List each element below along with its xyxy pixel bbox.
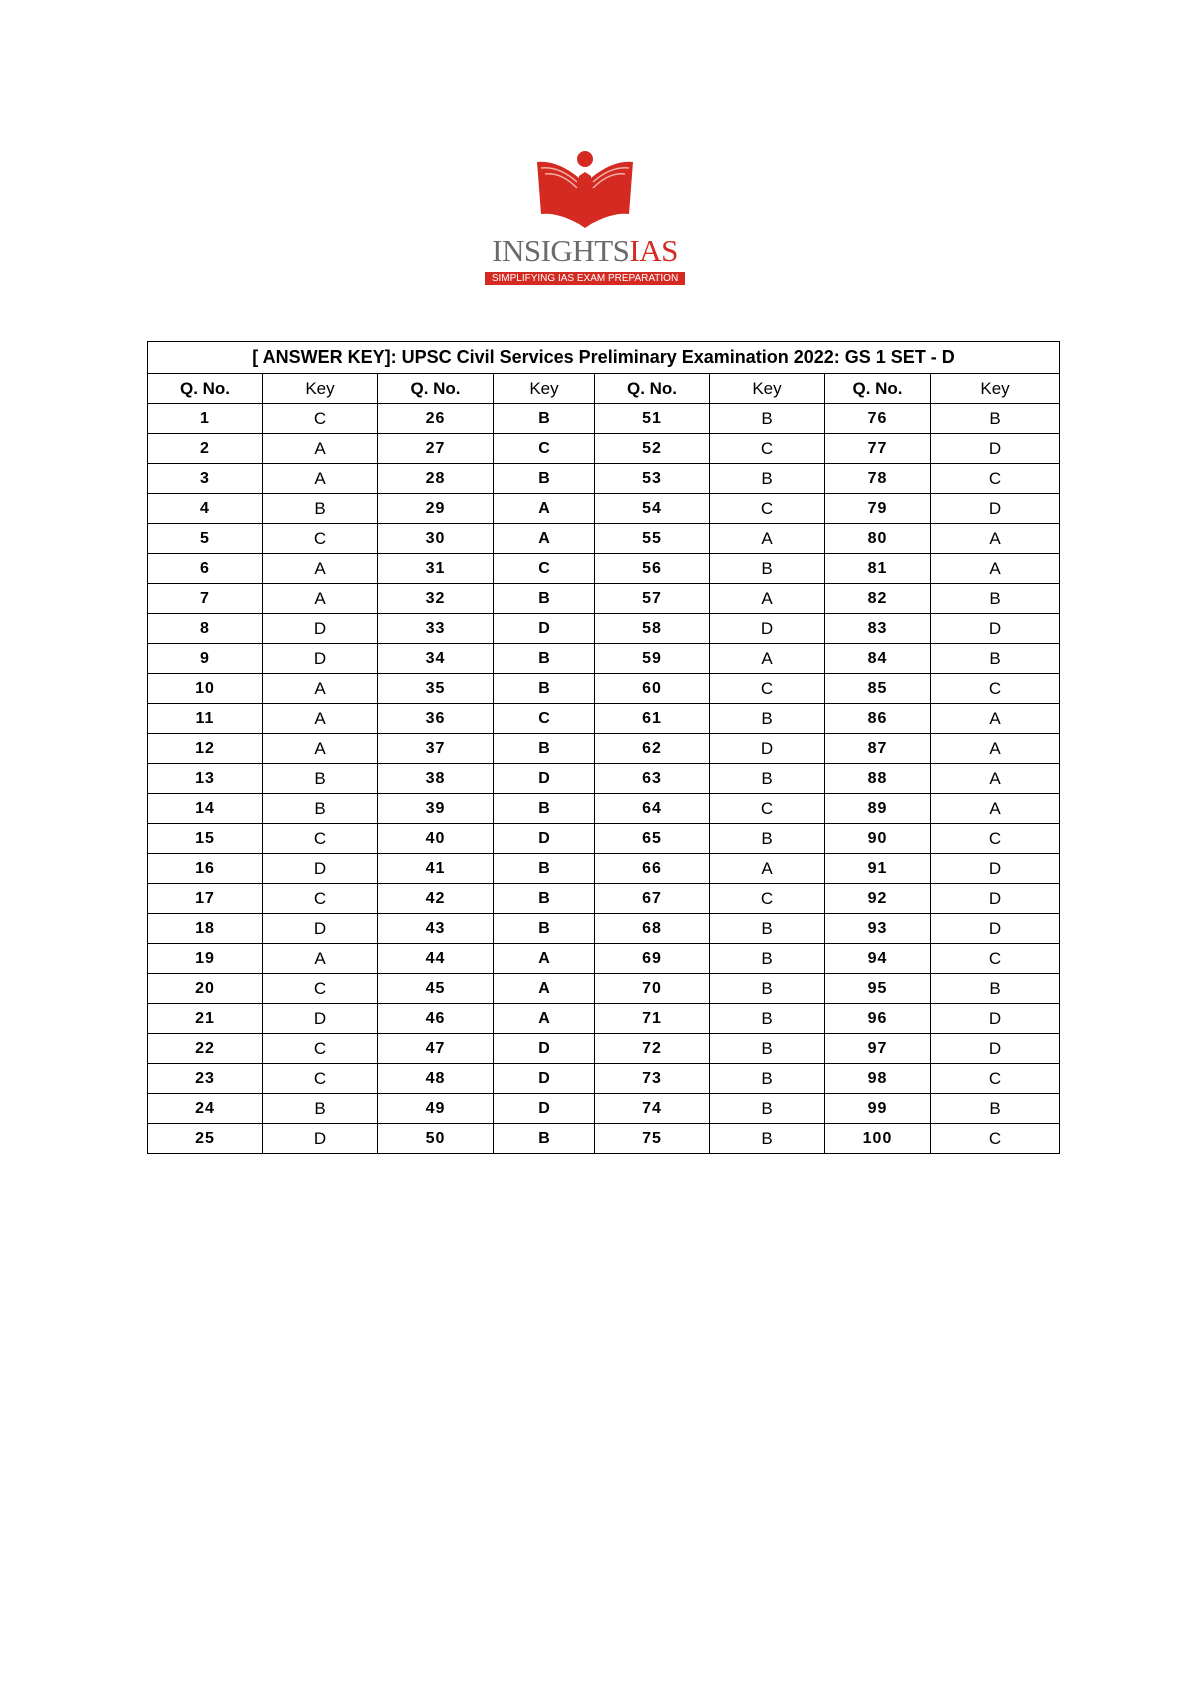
table-row: [148, 1124, 1060, 1154]
question-number-cell: 13: [148, 764, 263, 794]
question-number-cell: 88: [825, 764, 931, 794]
question-number-cell: 60: [595, 674, 710, 704]
column-header-key: Key: [263, 374, 378, 404]
answer-key-cell: B: [710, 1094, 825, 1124]
question-number-cell: 97: [825, 1034, 931, 1064]
table-row: [148, 1004, 1060, 1034]
question-number-cell: 76: [825, 404, 931, 434]
column-header-qno: Q. No.: [825, 374, 931, 404]
table-row: [148, 644, 1060, 674]
question-number-cell: 67: [595, 884, 710, 914]
question-number-cell: 47: [378, 1034, 494, 1064]
table-row: [148, 764, 1060, 794]
question-number-cell: 5: [148, 524, 263, 554]
answer-key-cell: B: [931, 404, 1060, 434]
question-number-cell: 4: [148, 494, 263, 524]
answer-key-cell: B: [710, 704, 825, 734]
question-number-cell: 59: [595, 644, 710, 674]
answer-key-cell: B: [931, 1094, 1060, 1124]
question-number-cell: 78: [825, 464, 931, 494]
question-number-cell: 17: [148, 884, 263, 914]
question-number-cell: 27: [378, 434, 494, 464]
answer-key-cell: C: [710, 674, 825, 704]
table-row: [148, 704, 1060, 734]
question-number-cell: 94: [825, 944, 931, 974]
question-number-cell: 29: [378, 494, 494, 524]
question-number-cell: 93: [825, 914, 931, 944]
answer-key-cell: B: [494, 464, 595, 494]
table-row: [148, 494, 1060, 524]
question-number-cell: 12: [148, 734, 263, 764]
answer-key-table: [147, 341, 1060, 1154]
answer-key-cell: A: [263, 584, 378, 614]
book-person-icon: [535, 150, 635, 230]
answer-key-cell: C: [263, 1034, 378, 1064]
question-number-cell: 80: [825, 524, 931, 554]
answer-key-cell: B: [710, 1034, 825, 1064]
answer-key-cell: C: [931, 1064, 1060, 1094]
question-number-cell: 86: [825, 704, 931, 734]
question-number-cell: 7: [148, 584, 263, 614]
answer-key-cell: B: [710, 1064, 825, 1094]
answer-key-cell: A: [494, 524, 595, 554]
question-number-cell: 23: [148, 1064, 263, 1094]
answer-key-cell: A: [931, 764, 1060, 794]
table-header-row: [148, 374, 1060, 404]
question-number-cell: 91: [825, 854, 931, 884]
answer-key-cell: B: [710, 554, 825, 584]
answer-key-cell: A: [494, 1004, 595, 1034]
question-number-cell: 85: [825, 674, 931, 704]
question-number-cell: 8: [148, 614, 263, 644]
question-number-cell: 51: [595, 404, 710, 434]
table-row: [148, 614, 1060, 644]
question-number-cell: 16: [148, 854, 263, 884]
answer-key-cell: A: [710, 854, 825, 884]
question-number-cell: 30: [378, 524, 494, 554]
answer-key-cell: B: [931, 644, 1060, 674]
answer-key-cell: D: [494, 1034, 595, 1064]
question-number-cell: 50: [378, 1124, 494, 1154]
question-number-cell: 1: [148, 404, 263, 434]
table-row: [148, 974, 1060, 1004]
question-number-cell: 62: [595, 734, 710, 764]
question-number-cell: 87: [825, 734, 931, 764]
question-number-cell: 40: [378, 824, 494, 854]
table-row: [148, 404, 1060, 434]
answer-key-cell: C: [263, 974, 378, 1004]
answer-key-cell: B: [710, 1004, 825, 1034]
question-number-cell: 19: [148, 944, 263, 974]
answer-key-cell: C: [931, 824, 1060, 854]
answer-key-cell: A: [494, 494, 595, 524]
table-row: [148, 1094, 1060, 1124]
brand-tagline: SIMPLIFYING IAS EXAM PREPARATION: [485, 272, 685, 285]
answer-key-cell: A: [263, 434, 378, 464]
answer-key-cell: C: [931, 464, 1060, 494]
question-number-cell: 33: [378, 614, 494, 644]
question-number-cell: 77: [825, 434, 931, 464]
answer-key-cell: B: [494, 584, 595, 614]
answer-key-cell: D: [494, 764, 595, 794]
table-row: [148, 794, 1060, 824]
question-number-cell: 81: [825, 554, 931, 584]
question-number-cell: 98: [825, 1064, 931, 1094]
question-number-cell: 63: [595, 764, 710, 794]
answer-key-cell: C: [710, 794, 825, 824]
column-header-key: Key: [494, 374, 595, 404]
answer-key-cell: A: [931, 734, 1060, 764]
question-number-cell: 14: [148, 794, 263, 824]
answer-key-cell: B: [494, 914, 595, 944]
answer-key-cell: D: [710, 734, 825, 764]
question-number-cell: 89: [825, 794, 931, 824]
answer-key-cell: B: [263, 764, 378, 794]
question-number-cell: 66: [595, 854, 710, 884]
question-number-cell: 69: [595, 944, 710, 974]
answer-key-cell: D: [931, 614, 1060, 644]
answer-key-cell: D: [263, 914, 378, 944]
answer-key-cell: A: [931, 524, 1060, 554]
answer-key-cell: A: [263, 464, 378, 494]
question-number-cell: 41: [378, 854, 494, 884]
table-row: [148, 464, 1060, 494]
question-number-cell: 68: [595, 914, 710, 944]
answer-key-cell: A: [931, 704, 1060, 734]
answer-key-cell: B: [263, 794, 378, 824]
brand-name: [480, 234, 690, 268]
question-number-cell: 21: [148, 1004, 263, 1034]
question-number-cell: 43: [378, 914, 494, 944]
answer-key-cell: C: [931, 1124, 1060, 1154]
answer-key-cell: D: [931, 884, 1060, 914]
question-number-cell: 44: [378, 944, 494, 974]
question-number-cell: 74: [595, 1094, 710, 1124]
answer-key-cell: B: [494, 674, 595, 704]
question-number-cell: 46: [378, 1004, 494, 1034]
answer-key-cell: B: [931, 974, 1060, 1004]
question-number-cell: 48: [378, 1064, 494, 1094]
question-number-cell: 52: [595, 434, 710, 464]
question-number-cell: 6: [148, 554, 263, 584]
question-number-cell: 39: [378, 794, 494, 824]
answer-key-cell: C: [494, 704, 595, 734]
question-number-cell: 26: [378, 404, 494, 434]
answer-key-cell: A: [494, 974, 595, 1004]
question-number-cell: 32: [378, 584, 494, 614]
question-number-cell: 83: [825, 614, 931, 644]
answer-key-cell: C: [263, 404, 378, 434]
answer-key-cell: D: [494, 614, 595, 644]
question-number-cell: 57: [595, 584, 710, 614]
answer-key-cell: B: [494, 1124, 595, 1154]
question-number-cell: 96: [825, 1004, 931, 1034]
answer-key-cell: D: [931, 1004, 1060, 1034]
question-number-cell: 2: [148, 434, 263, 464]
question-number-cell: 34: [378, 644, 494, 674]
column-header-qno: Q. No.: [148, 374, 263, 404]
question-number-cell: 35: [378, 674, 494, 704]
answer-key-cell: B: [710, 974, 825, 1004]
answer-key-cell: B: [494, 794, 595, 824]
answer-key-cell: D: [263, 614, 378, 644]
answer-key-cell: D: [263, 1124, 378, 1154]
answer-key-cell: A: [931, 794, 1060, 824]
question-number-cell: 22: [148, 1034, 263, 1064]
answer-key-cell: C: [494, 434, 595, 464]
answer-key-cell: D: [931, 494, 1060, 524]
question-number-cell: 100: [825, 1124, 931, 1154]
answer-key-cell: B: [494, 854, 595, 884]
question-number-cell: 58: [595, 614, 710, 644]
question-number-cell: 36: [378, 704, 494, 734]
answer-key-cell: C: [710, 494, 825, 524]
answer-key-cell: B: [710, 944, 825, 974]
answer-key-cell: A: [263, 704, 378, 734]
table-row: [148, 674, 1060, 704]
table-body: [148, 404, 1060, 1154]
answer-key-cell: B: [710, 914, 825, 944]
question-number-cell: 3: [148, 464, 263, 494]
answer-key-cell: D: [494, 824, 595, 854]
question-number-cell: 99: [825, 1094, 931, 1124]
answer-key-cell: D: [494, 1094, 595, 1124]
answer-key-cell: A: [263, 944, 378, 974]
answer-key-cell: D: [931, 1034, 1060, 1064]
answer-key-cell: C: [263, 524, 378, 554]
answer-key-cell: C: [931, 674, 1060, 704]
question-number-cell: 73: [595, 1064, 710, 1094]
question-number-cell: 38: [378, 764, 494, 794]
question-number-cell: 49: [378, 1094, 494, 1124]
question-number-cell: 54: [595, 494, 710, 524]
answer-key-cell: A: [263, 554, 378, 584]
question-number-cell: 56: [595, 554, 710, 584]
table-row: [148, 1034, 1060, 1064]
answer-key-cell: A: [710, 644, 825, 674]
question-number-cell: 28: [378, 464, 494, 494]
question-number-cell: 72: [595, 1034, 710, 1064]
answer-key-cell: A: [494, 944, 595, 974]
column-header-qno: Q. No.: [595, 374, 710, 404]
question-number-cell: 20: [148, 974, 263, 1004]
answer-key-cell: D: [710, 614, 825, 644]
question-number-cell: 90: [825, 824, 931, 854]
answer-key-cell: D: [263, 644, 378, 674]
question-number-cell: 55: [595, 524, 710, 554]
question-number-cell: 37: [378, 734, 494, 764]
answer-key-cell: B: [263, 1094, 378, 1124]
answer-key-cell: D: [494, 1064, 595, 1094]
answer-key-cell: B: [494, 884, 595, 914]
table-row: [148, 824, 1060, 854]
answer-key-cell: B: [494, 734, 595, 764]
answer-key-cell: B: [710, 824, 825, 854]
table-row: [148, 554, 1060, 584]
answer-key-cell: C: [710, 884, 825, 914]
column-header-key: Key: [710, 374, 825, 404]
table-row: [148, 944, 1060, 974]
answer-key-cell: B: [710, 1124, 825, 1154]
question-number-cell: 18: [148, 914, 263, 944]
answer-key-cell: A: [710, 584, 825, 614]
question-number-cell: 42: [378, 884, 494, 914]
question-number-cell: 95: [825, 974, 931, 1004]
question-number-cell: 92: [825, 884, 931, 914]
table-row: [148, 884, 1060, 914]
answer-key-cell: D: [263, 854, 378, 884]
brand-name-part1: INSIGHTS: [492, 233, 630, 268]
answer-key-cell: D: [931, 914, 1060, 944]
insightsias-logo: [480, 150, 690, 290]
answer-key-cell: A: [263, 734, 378, 764]
column-header-key: Key: [931, 374, 1060, 404]
answer-key-cell: C: [263, 824, 378, 854]
question-number-cell: 75: [595, 1124, 710, 1154]
question-number-cell: 25: [148, 1124, 263, 1154]
table-row: [148, 434, 1060, 464]
table-row: [148, 1064, 1060, 1094]
table-row: [148, 524, 1060, 554]
question-number-cell: 64: [595, 794, 710, 824]
answer-key-cell: D: [263, 1004, 378, 1034]
answer-key-cell: A: [263, 674, 378, 704]
answer-key-cell: B: [710, 764, 825, 794]
table-row: [148, 914, 1060, 944]
answer-key-cell: B: [710, 404, 825, 434]
question-number-cell: 11: [148, 704, 263, 734]
answer-key-cell: C: [710, 434, 825, 464]
answer-key-cell: B: [710, 464, 825, 494]
answer-key-cell: B: [931, 584, 1060, 614]
answer-key-cell: B: [494, 644, 595, 674]
question-number-cell: 65: [595, 824, 710, 854]
answer-key-cell: C: [263, 1064, 378, 1094]
answer-key-cell: D: [931, 854, 1060, 884]
answer-key-cell: B: [494, 404, 595, 434]
table-row: [148, 584, 1060, 614]
brand-name-part2: IAS: [629, 233, 678, 268]
question-number-cell: 82: [825, 584, 931, 614]
question-number-cell: 79: [825, 494, 931, 524]
question-number-cell: 31: [378, 554, 494, 584]
answer-key-cell: C: [494, 554, 595, 584]
question-number-cell: 70: [595, 974, 710, 1004]
answer-key-cell: B: [263, 494, 378, 524]
question-number-cell: 61: [595, 704, 710, 734]
answer-key-cell: A: [710, 524, 825, 554]
question-number-cell: 45: [378, 974, 494, 1004]
answer-key-cell: A: [931, 554, 1060, 584]
answer-key-cell: C: [931, 944, 1060, 974]
answer-key-cell: D: [931, 434, 1060, 464]
column-header-qno: Q. No.: [378, 374, 494, 404]
question-number-cell: 71: [595, 1004, 710, 1034]
table-row: [148, 854, 1060, 884]
question-number-cell: 53: [595, 464, 710, 494]
question-number-cell: 15: [148, 824, 263, 854]
table-title: [ ANSWER KEY]: UPSC Civil Services Preliminary Examination 2022: GS 1 SET - D: [148, 342, 1060, 374]
question-number-cell: 10: [148, 674, 263, 704]
answer-key-cell: C: [263, 884, 378, 914]
question-number-cell: 24: [148, 1094, 263, 1124]
question-number-cell: 9: [148, 644, 263, 674]
question-number-cell: 84: [825, 644, 931, 674]
table-row: [148, 734, 1060, 764]
